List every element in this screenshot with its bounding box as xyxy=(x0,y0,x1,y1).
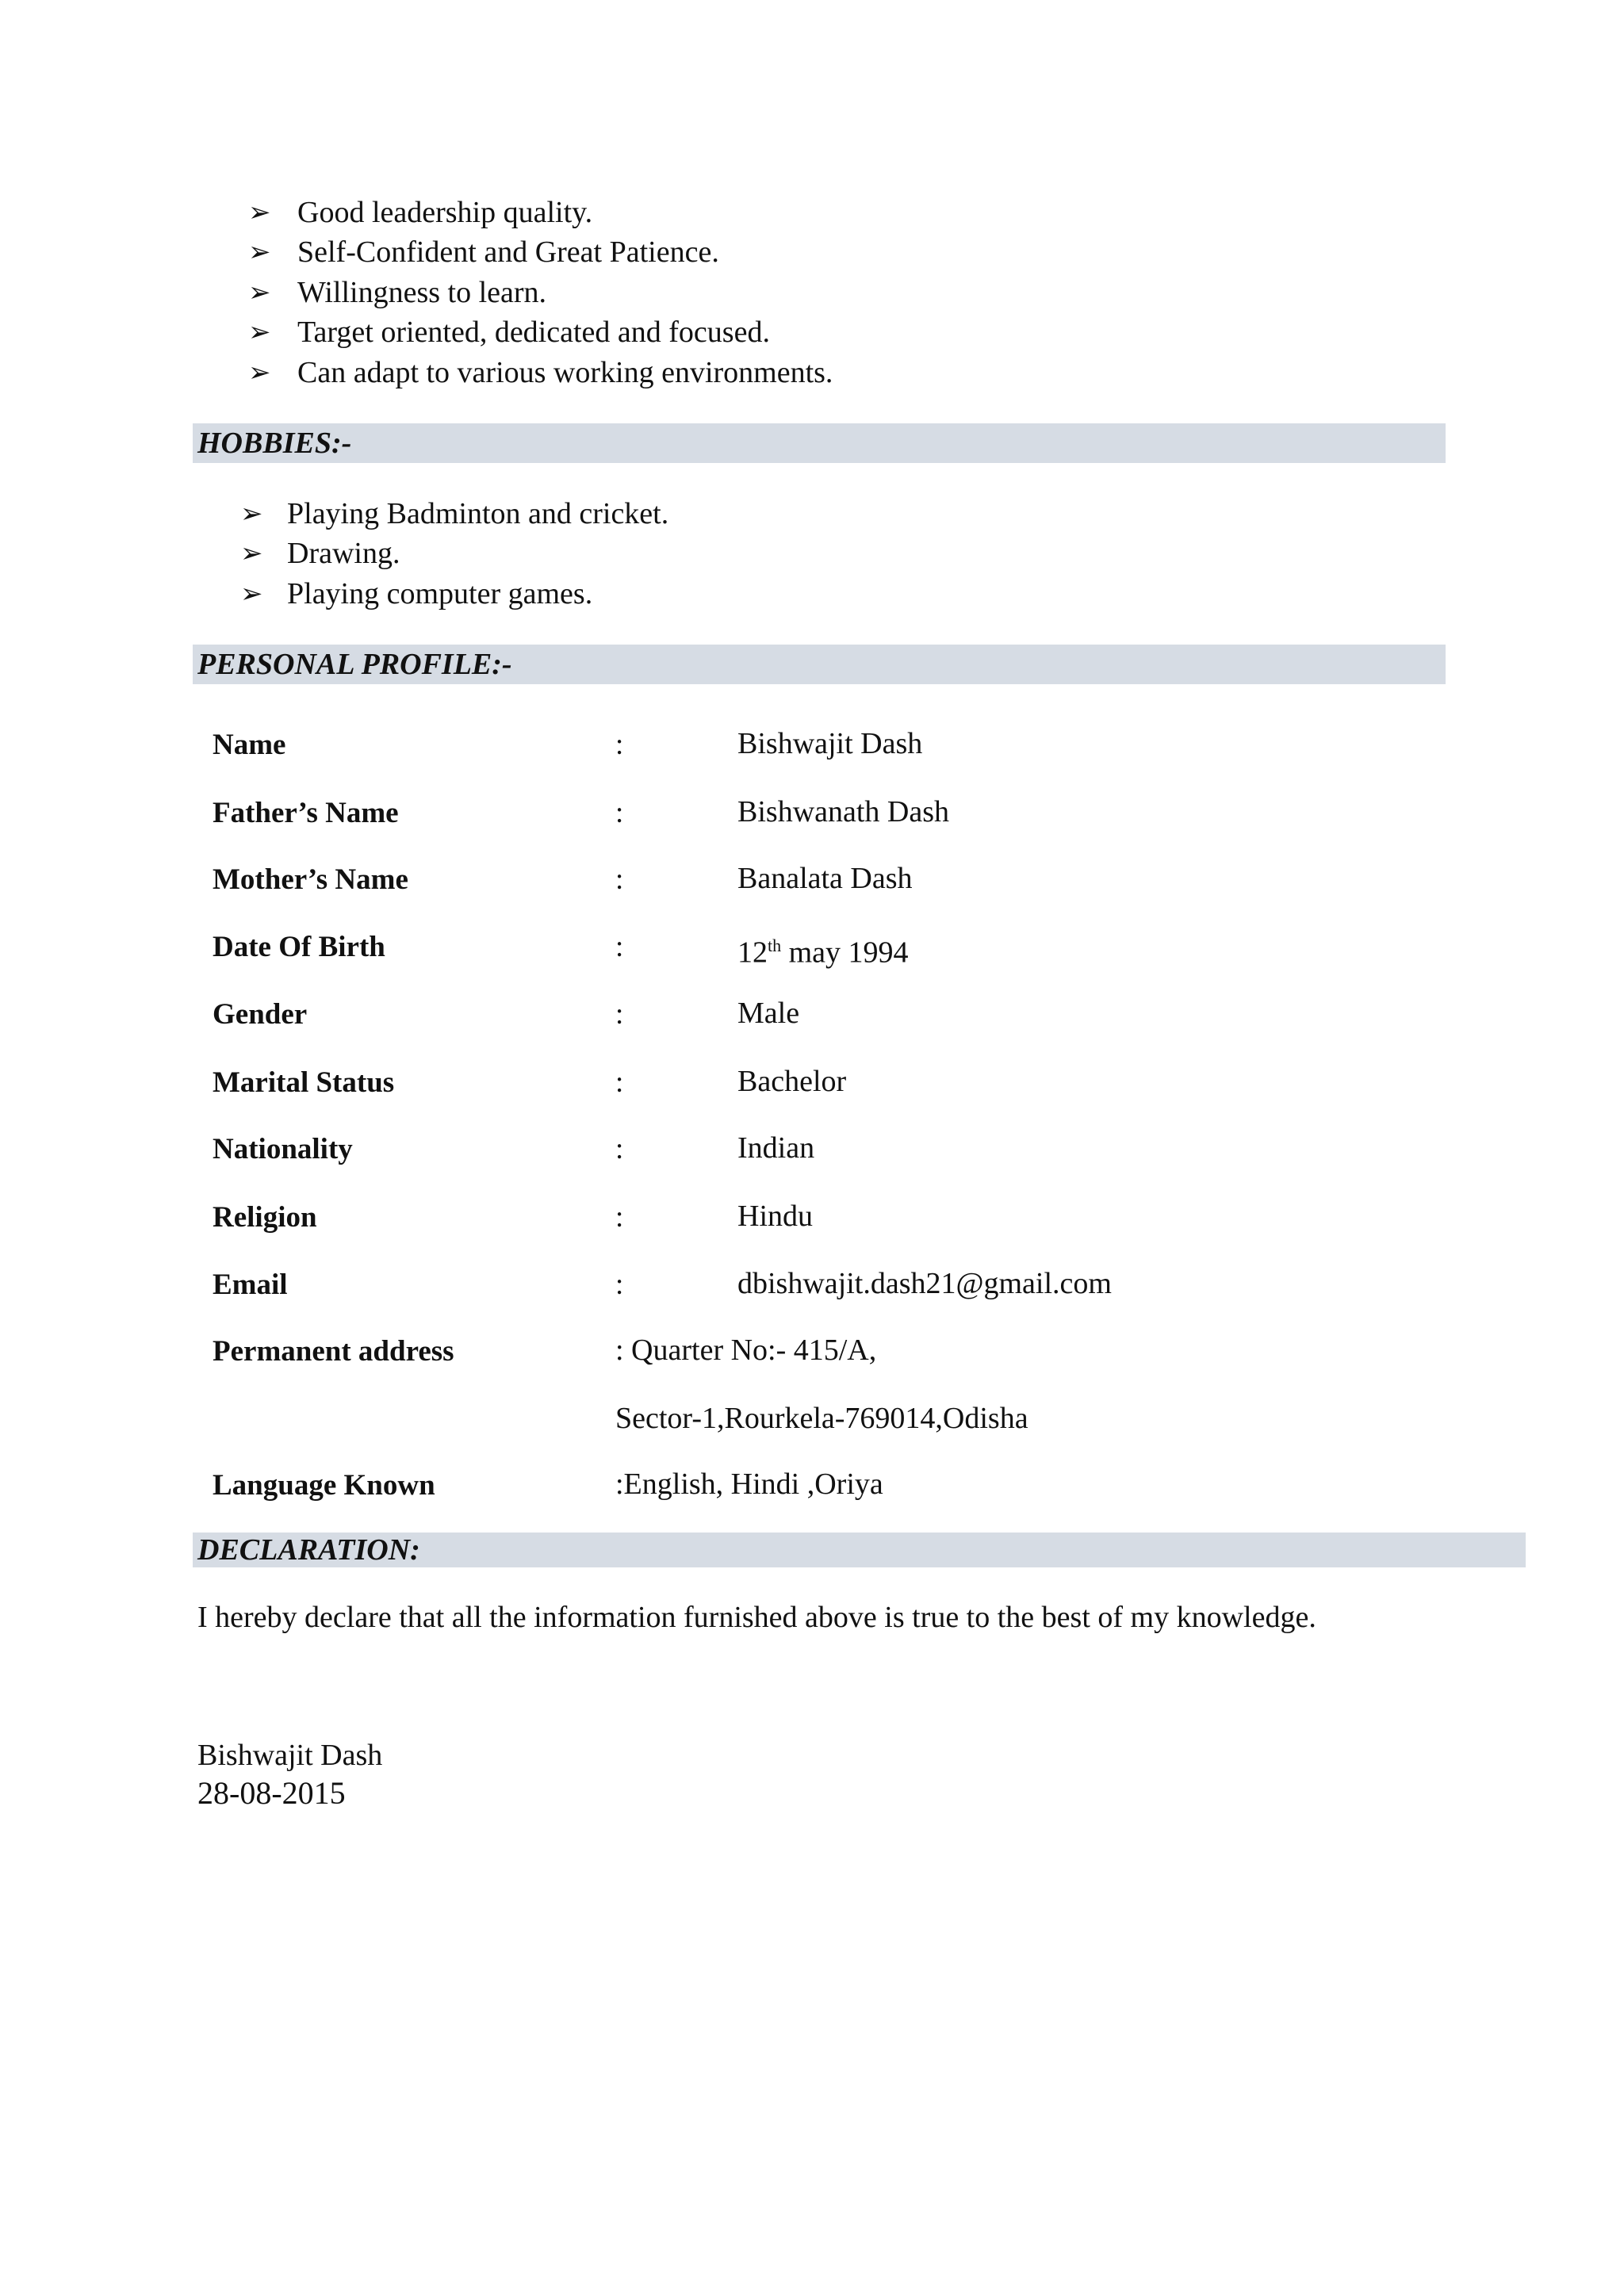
address-line-2: Sector-1,Rourkela-769014,Odisha xyxy=(615,1402,1028,1435)
profile-value: Banalata Dash xyxy=(737,862,913,895)
profile-value: Indian xyxy=(737,1131,815,1165)
email-value: dbishwajit.dash21@gmail.com xyxy=(737,1267,1112,1300)
profile-colon: : xyxy=(615,1066,624,1099)
profile-colon: : xyxy=(615,998,624,1031)
arrow-bullet-icon: ➢ xyxy=(240,498,263,530)
profile-value: Hindu xyxy=(737,1200,813,1233)
profile-colon: : xyxy=(615,797,624,829)
profile-value: Male xyxy=(737,997,800,1030)
profile-colon: : xyxy=(615,1201,624,1234)
signature-name: Bishwajit Dash xyxy=(197,1739,383,1772)
arrow-bullet-icon: ➢ xyxy=(240,538,263,569)
profile-value: 12th may 1994 xyxy=(737,936,909,970)
hobbies-section-bar xyxy=(193,423,1446,463)
profile-label: Date Of Birth xyxy=(213,931,385,963)
declaration-text: I hereby declare that all the information furnished above is true to the best of my knowledge. xyxy=(197,1601,1316,1634)
profile-label: Marital Status xyxy=(213,1066,395,1099)
profile-colon: : xyxy=(615,931,624,963)
profile-value: Bishwanath Dash xyxy=(737,795,950,828)
profile-colon: : xyxy=(615,863,624,896)
profile-value: Bishwajit Dash xyxy=(737,727,923,760)
arrow-bullet-icon: ➢ xyxy=(240,578,263,610)
arrow-bullet-icon: ➢ xyxy=(248,197,271,228)
arrow-bullet-icon: ➢ xyxy=(248,316,271,348)
profile-value: Bachelor xyxy=(737,1065,847,1098)
address-line-1: : Quarter No:- 415/A, xyxy=(615,1334,877,1367)
profile-label: Language Known xyxy=(213,1469,435,1502)
profile-colon: : xyxy=(615,1269,624,1301)
profile-label: Gender xyxy=(213,998,308,1031)
profile-label: Name xyxy=(213,729,286,761)
profile-label: Nationality xyxy=(213,1133,353,1165)
profile-label: Father’s Name xyxy=(213,797,399,829)
language-value: :English, Hindi ,Oriya xyxy=(615,1468,883,1501)
arrow-bullet-icon: ➢ xyxy=(248,357,271,388)
declaration-heading: DECLARATION: xyxy=(197,1533,420,1567)
profile-label: Mother’s Name xyxy=(213,863,408,896)
profile-label: Email xyxy=(213,1269,288,1301)
arrow-bullet-icon: ➢ xyxy=(248,277,271,308)
profile-label: Religion xyxy=(213,1201,317,1234)
arrow-bullet-icon: ➢ xyxy=(248,236,271,268)
profile-colon: : xyxy=(615,729,624,761)
profile-colon: : xyxy=(615,1133,624,1165)
declaration-section-bar xyxy=(193,1533,1526,1567)
signature-date: 28-08-2015 xyxy=(197,1775,346,1811)
profile-label: Permanent address xyxy=(213,1335,454,1368)
hobbies-heading: HOBBIES:- xyxy=(197,427,352,460)
personal-profile-section-bar xyxy=(193,645,1446,684)
personal-profile-heading: PERSONAL PROFILE:- xyxy=(197,648,512,681)
